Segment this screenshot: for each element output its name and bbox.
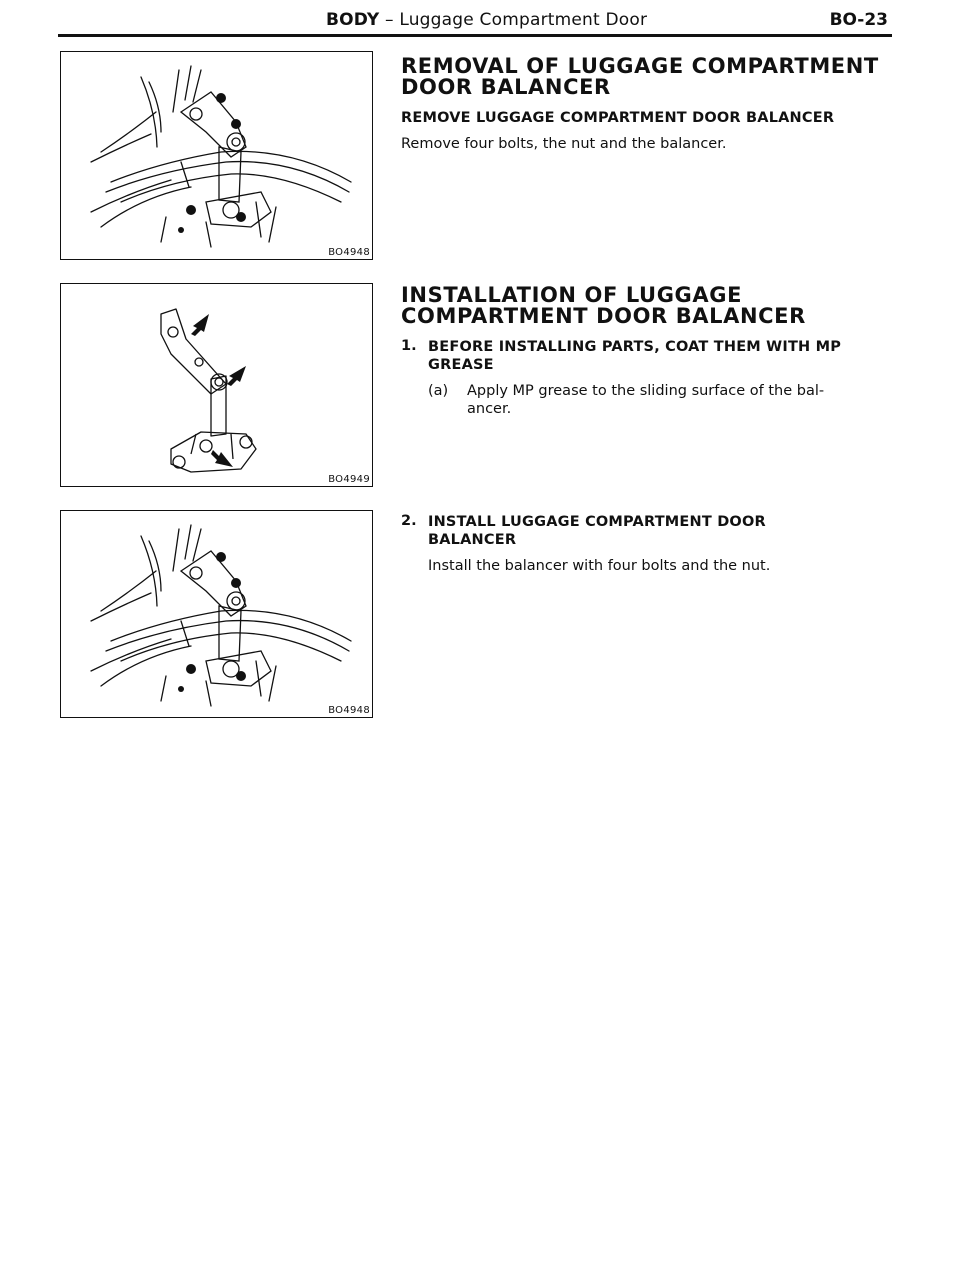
step-1a-line1: Apply MP grease to the sliding surface of the bal- <box>467 383 825 399</box>
header-title <box>326 10 647 30</box>
step-1a-label: (a) <box>428 383 449 399</box>
installation-title-line1: INSTALLATION OF LUGGAGE <box>401 283 743 307</box>
figure-installation <box>60 510 373 718</box>
header-divider <box>58 34 892 37</box>
balancer-grease-points-illustration-icon <box>61 284 372 486</box>
balancer-removal-illustration-icon <box>61 52 372 259</box>
removal-title-line1: REMOVAL OF LUGGAGE COMPARTMENT <box>401 54 879 78</box>
step-number: 2. <box>401 513 417 529</box>
figure-grease-points <box>60 283 373 487</box>
figure-removal <box>60 51 373 260</box>
removal-title-line2: DOOR BALANCER <box>401 75 611 99</box>
step-number: 1. <box>401 338 417 354</box>
removal-section <box>401 56 901 98</box>
figure-code: BO4949 <box>328 474 370 485</box>
step-1a <box>428 382 908 418</box>
removal-subheading: REMOVE LUGGAGE COMPARTMENT DOOR BALANCER <box>401 110 835 126</box>
installation-section <box>401 285 901 327</box>
step-2-heading-line2: BALANCER <box>428 532 517 548</box>
header-subsection: Luggage Compartment Door <box>399 10 648 30</box>
step-2-heading-line1: INSTALL LUGGAGE COMPARTMENT DOOR <box>428 514 766 530</box>
figure-code: BO4948 <box>328 705 370 716</box>
header-section: BODY <box>326 10 380 30</box>
header-separator: – <box>379 10 400 30</box>
balancer-installation-illustration-icon <box>61 511 372 717</box>
step-1-heading-line1: BEFORE INSTALLING PARTS, COAT THEM WITH MP <box>428 339 842 355</box>
step-2-instruction: Install the balancer with four bolts and the nut. <box>428 558 771 574</box>
figure-code: BO4948 <box>328 247 370 258</box>
page-header <box>58 6 888 30</box>
removal-instruction: Remove four bolts, the nut and the balancer. <box>401 136 727 152</box>
step-1a-line2: ancer. <box>467 401 512 417</box>
installation-title-line2: COMPARTMENT DOOR BALANCER <box>401 304 806 328</box>
step-1-heading-line2: GREASE <box>428 357 494 373</box>
page-number: BO-23 <box>829 10 888 30</box>
